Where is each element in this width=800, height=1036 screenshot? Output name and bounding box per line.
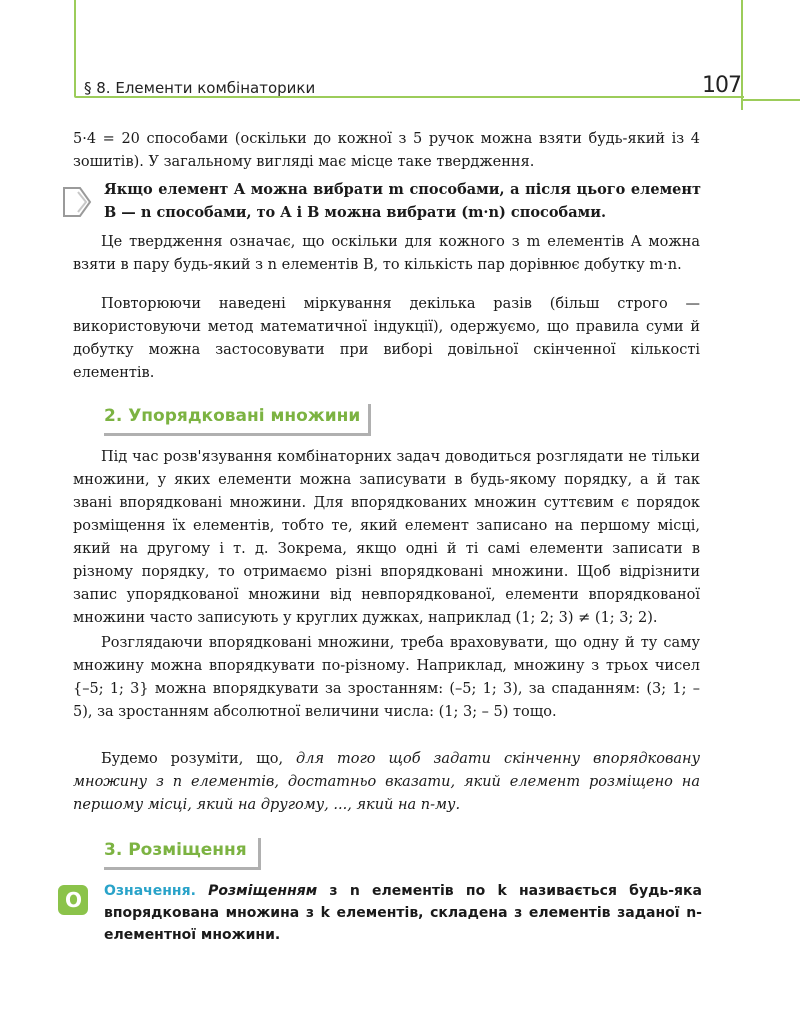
- rule-statement: Якщо елемент A можна вибрати m способами, а після цього елемент B — n способами, то A і B можна вибрати (m·n) способами.: [104, 181, 701, 221]
- paragraph-ordered-definition-start: Будемо розуміти, що,: [101, 751, 297, 767]
- section-3-heading: 3. Розміщення: [104, 840, 247, 860]
- paragraph-intro: 5·4 = 20 способами (оскільки до кожної з 5 ручок можна взяти будь-який із 4 зошитів). У загальному вигляді має місце таке твердження.: [73, 131, 700, 170]
- section-2-underline: [104, 433, 371, 436]
- definition-label: Означення.: [104, 883, 196, 899]
- section-2-heading: 2. Упорядковані множини: [104, 406, 361, 426]
- definition-block: [104, 880, 702, 946]
- section-3-underline: [104, 867, 261, 870]
- paragraph-ordered-definition-italic: для того щоб задати скінченну впорядковану множину з n елементів, достатньо вказати, який елемент розміщено на першому місці, який на другому, ..., який на n-му.: [73, 751, 700, 813]
- paragraph-ordering-example: Розглядаючи впорядковані множини, треба враховувати, що одну й ту саму множину можна впорядкувати по-різному. Наприклад, множину з трьох чисел {–5; 1; 3} можна впорядкувати за зростанням: (–5; 1; 3), за спаданням: (3; 1; – 5), за зростанням абсолютної величини числа: (1; 3; – 5) тощо.: [73, 635, 700, 720]
- paragraph-explanation: Це твердження означає, що оскільки для кожного з m елементів A можна взяти в пару будь-який з n елементів B, то кількість пар дорівнює добутку m·n.: [73, 234, 700, 273]
- frame-line-tail: [741, 99, 800, 101]
- paragraph-induction: Повторюючи наведені міркування декілька разів (більш строго — використовуючи метод математичної індукції), одержуємо, що правила суми й добутку можна застосовувати при виборі довільної скінченної кількості елементів.: [73, 296, 700, 381]
- definition-term: Розміщенням: [208, 883, 318, 899]
- frame-line-right: [741, 0, 743, 110]
- paragraph-ordered-sets: Під час розв'язування комбінаторних задач доводиться розглядати не тільки множини, у яких елементи можна записувати в будь-якому порядку, а й так звані впорядковані множини. Для впорядкованих множин суттєвим є порядок розміщення їх елементів, тобто те, який елемент записано на першому місці, який на другому і т. д. Зокрема, якщо одні й ті самі елементи записати в різному порядку, то отримаємо різні впорядковані множини. Щоб відрізнити запис упорядкованої множини від невпорядкованої, елементи впорядкованої множини часто записують у круглих дужках, наприклад (1; 2; 3) ≠ (1; 3; 2).: [73, 449, 700, 626]
- rule-marker-icon: [62, 186, 92, 218]
- running-head: § 8. Елементи комбінаторики: [84, 79, 316, 97]
- page-number: 107: [702, 73, 741, 98]
- section-3-bar: [258, 838, 261, 870]
- frame-line-left: [74, 0, 76, 96]
- definition-marker-icon: О: [58, 885, 88, 915]
- section-2-bar: [368, 404, 371, 436]
- paragraph-ordered-definition: [73, 748, 700, 817]
- definition-body: з n елементів по k називається будь-яка впорядкована множина з k елементів, складена з елементів заданої n-елементної множини.: [104, 883, 702, 943]
